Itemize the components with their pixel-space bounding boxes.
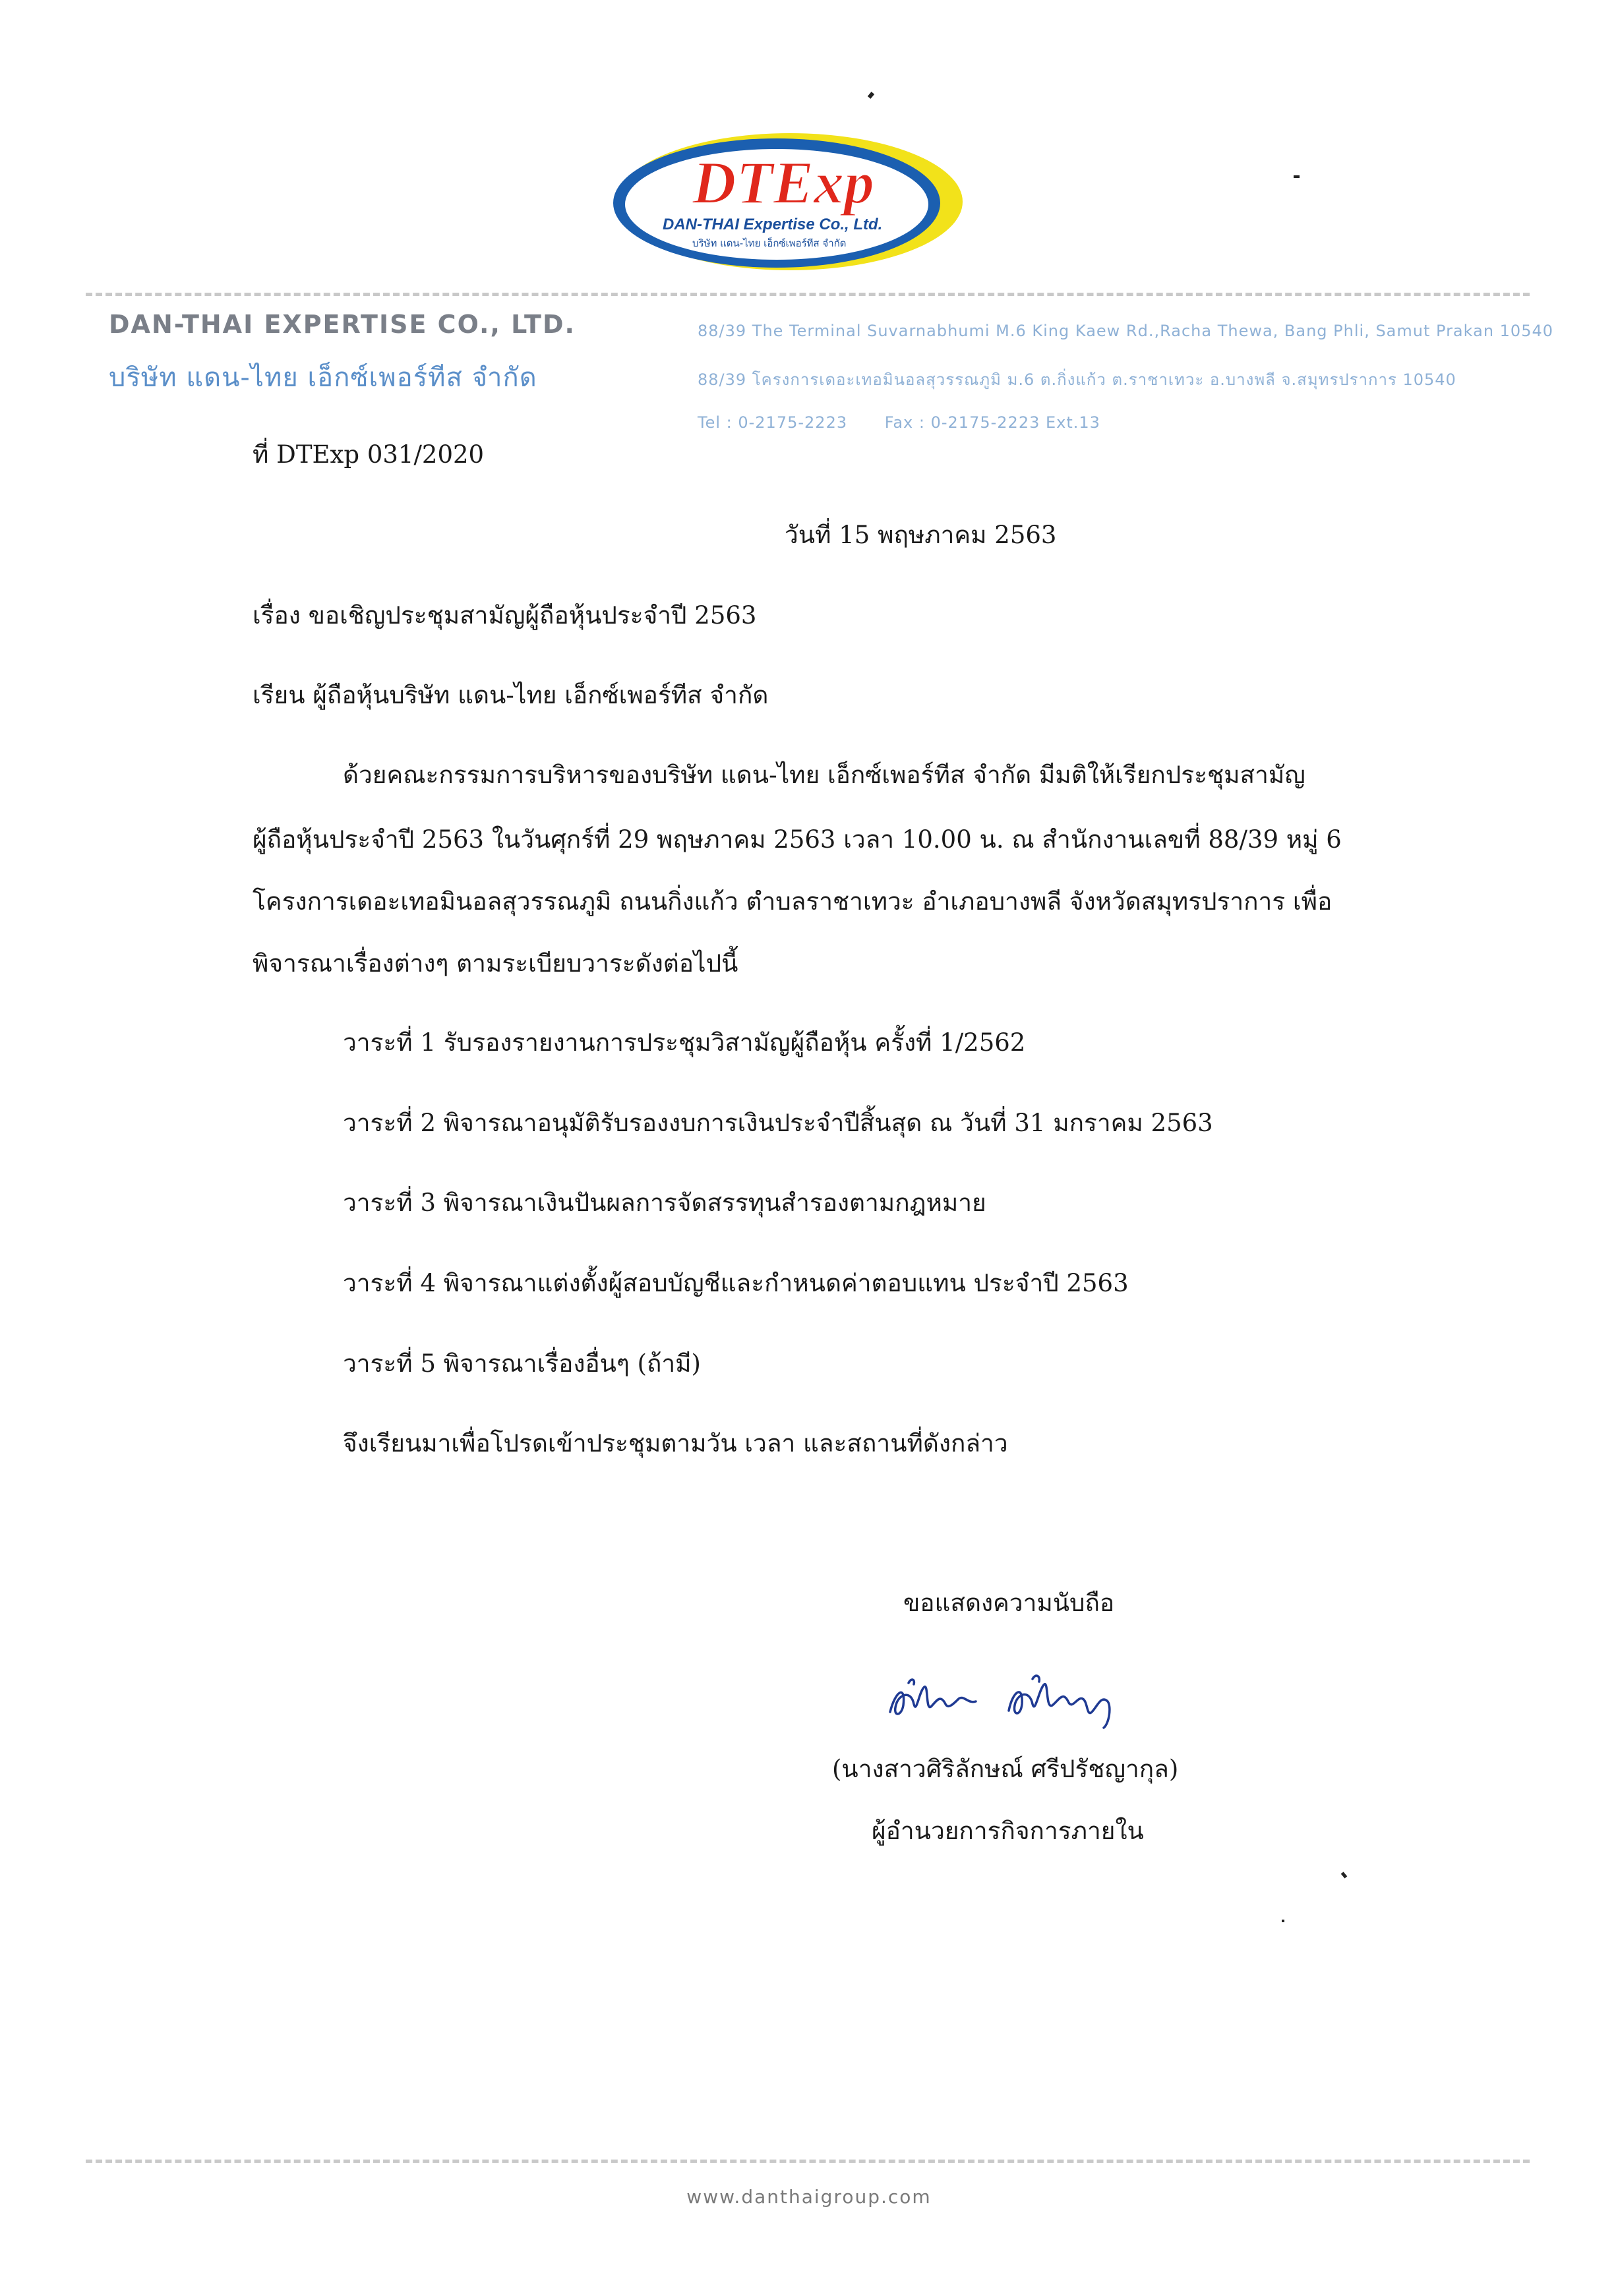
agenda-item: วาระที่ 2 พิจารณาอนุมัติรับรองงบการเงินประจำปีสิ้นสุด ณ วันที่ 31 มกราคม 2563: [343, 1109, 1213, 1137]
contact-line: [698, 413, 1132, 432]
agenda-item: วาระที่ 1 รับรองรายงานการประชุมวิสามัญผู้ถือหุ้น ครั้งที่ 1/2562: [343, 1028, 1026, 1057]
closing-statement: จึงเรียนมาเพื่อโปรดเข้าประชุมตามวัน เวลา และสถานที่ดังกล่าว: [343, 1429, 1008, 1457]
reference-number: ที่ DTExp 031/2020: [253, 440, 485, 469]
fax: Fax : 0-2175-2223 Ext.13: [884, 413, 1100, 432]
top-divider: [86, 293, 1530, 296]
logo-name-th: บริษัท แดน-ไทย เอ็กซ์เพอร์ทีส จำกัด: [692, 237, 847, 249]
letter-date: วันที่ 15 พฤษภาคม 2563: [785, 521, 1057, 549]
website-link[interactable]: www.danthaigroup.com: [686, 2186, 932, 2208]
logo-brand: DTExp: [692, 149, 874, 216]
agenda-item: วาระที่ 4 พิจารณาแต่งตั้งผู้สอบบัญชีและกำหนดค่าตอบแทน ประจำปี 2563: [343, 1269, 1129, 1297]
telephone: Tel : 0-2175-2223: [698, 413, 848, 432]
agenda-item: วาระที่ 5 พิจารณาเรื่องอื่นๆ (ถ้ามี): [343, 1349, 701, 1378]
agenda-item: วาระที่ 3 พิจารณาเงินปันผลการจัดสรรทุนสำรองตามกฎหมาย: [343, 1189, 986, 1217]
handwritten-signature: [877, 1664, 1141, 1737]
scan-mark: [1341, 1871, 1348, 1878]
scan-mark: [1294, 175, 1300, 178]
scan-mark: [1282, 1920, 1284, 1922]
body-line: ด้วยคณะกรรมการบริหารของบริษัท แดน-ไทย เอ็กซ์เพอร์ทีส จำกัด มีมติให้เรียกประชุมสามัญ: [343, 761, 1305, 789]
bottom-divider: [86, 2160, 1530, 2163]
logo-name-en: DAN-THAI Expertise Co., Ltd.: [663, 216, 883, 233]
regards: ขอแสดงความนับถือ: [903, 1589, 1115, 1617]
body-line: ผู้ถือหุ้นประจำปี 2563 ในวันศุกร์ที่ 29 พฤษภาคม 2563 เวลา 10.00 น. ณ สำนักงานเลขที่ 88/39 หมู่ 6: [253, 825, 1342, 854]
company-name-th: บริษัท แดน-ไทย เอ็กซ์เพอร์ทีส จำกัด: [109, 363, 537, 393]
scan-mark: [868, 92, 874, 99]
company-logo: [600, 125, 969, 283]
address-th: 88/39 โครงการเดอะเทอมินอลสุวรรณภูมิ ม.6 ต.กิ่งแก้ว ต.ราชาเทวะ อ.บางพลี จ.สมุทรปราการ 10540: [698, 370, 1456, 389]
signer-position: ผู้อำนวยการกิจการภายใน: [872, 1817, 1144, 1845]
company-name-en: DAN-THAI EXPERTISE CO., LTD.: [109, 310, 576, 339]
body-line: พิจารณาเรื่องต่างๆ ตามระเบียบวาระดังต่อไปนี้: [253, 949, 738, 978]
letter-recipient: เรียน ผู้ถือหุ้นบริษัท แดน-ไทย เอ็กซ์เพอร์ทีส จำกัด: [253, 681, 769, 709]
body-line: โครงการเดอะเทอมินอลสุวรรณภูมิ ถนนกิ่งแก้ว ตำบลราชาเทวะ อำเภอบางพลี จังหวัดสมุทรปราการ เพื่อ: [253, 887, 1333, 916]
address-en: 88/39 The Terminal Suvarnabhumi M.6 King Kaew Rd.,Racha Thewa, Bang Phli, Samut Prakan 10540: [698, 322, 1554, 340]
letter-subject: เรื่อง ขอเชิญประชุมสามัญผู้ถือหุ้นประจำปี 2563: [253, 601, 757, 630]
signer-name: (นางสาวศิริลักษณ์ ศรีปรัชญากุล): [832, 1755, 1179, 1783]
